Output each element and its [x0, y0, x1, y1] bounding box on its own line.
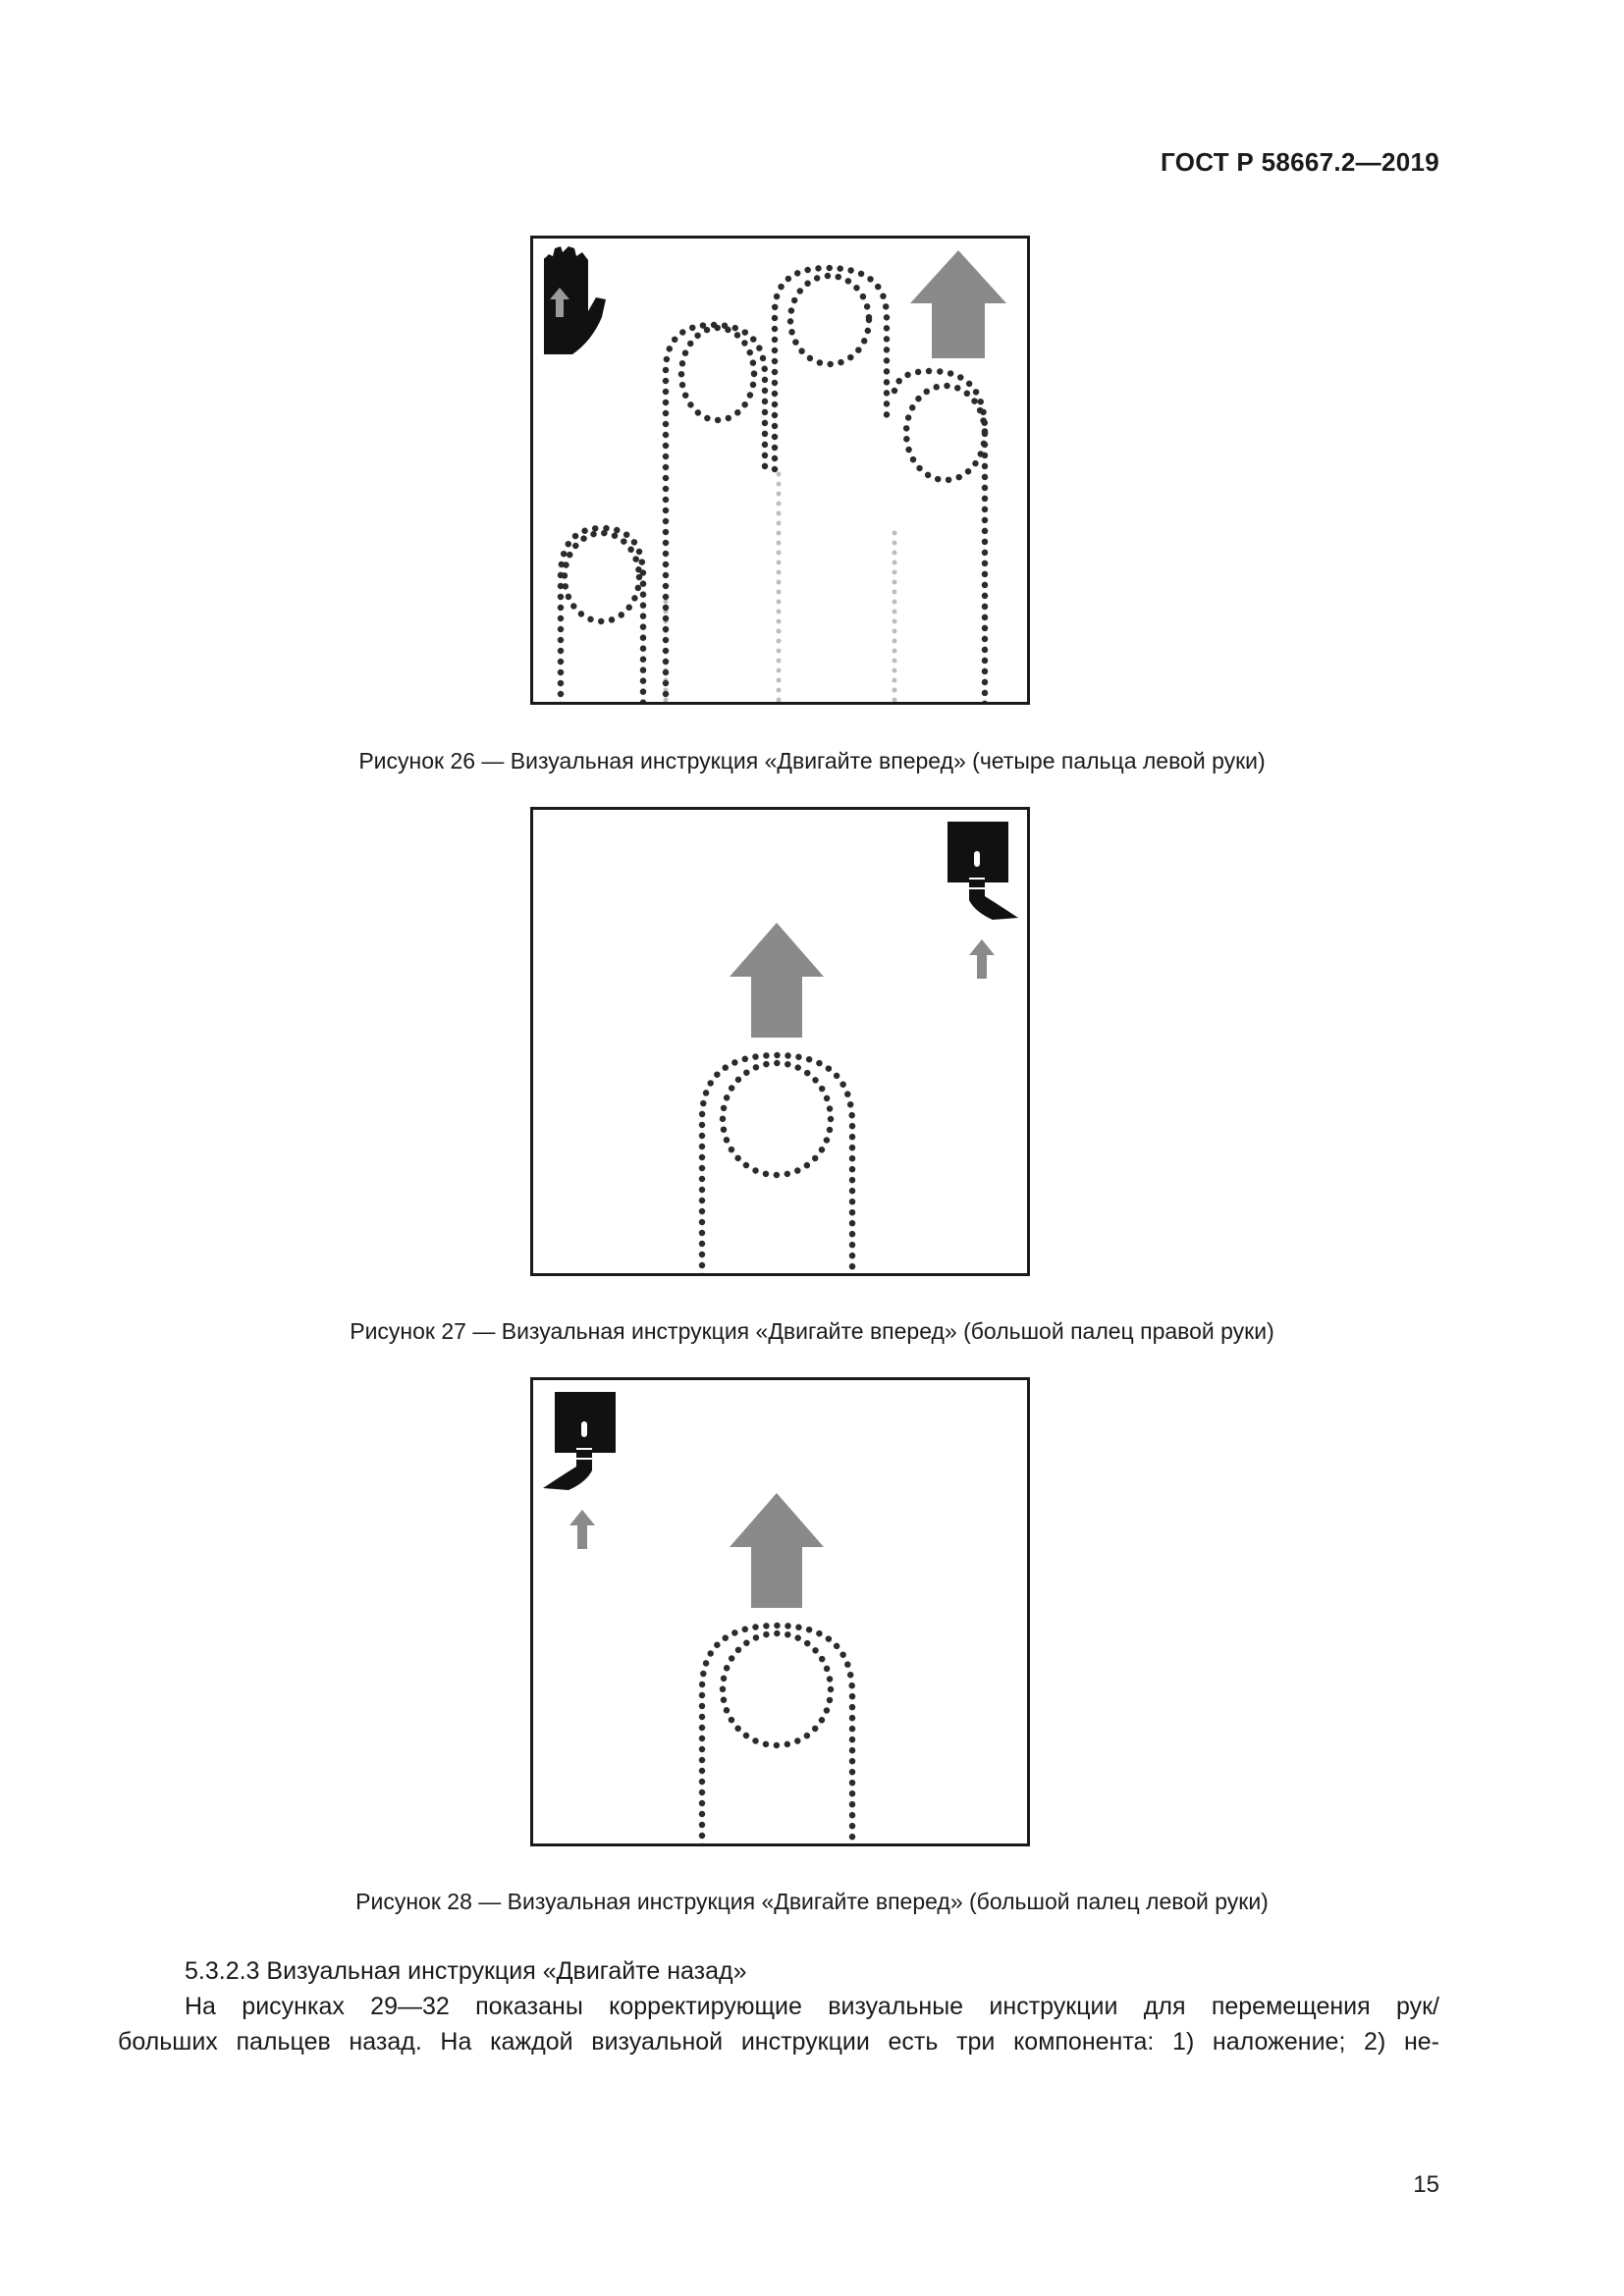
up-arrow-icon	[730, 923, 824, 1038]
fingertip-outline	[906, 386, 985, 480]
finger-outline	[666, 325, 765, 705]
document-header: ГОСТ Р 58667.2—2019	[1161, 147, 1439, 177]
body-text-line: больших пальцев назад. На каждой визуальной инструкции есть три компонента: 1) наложение; 2) не-	[118, 2028, 1439, 2056]
figure-27-caption: Рисунок 27 — Визуальная инструкция «Двигайте вперед» (большой палец правой руки)	[350, 1318, 1274, 1344]
figure-26-caption: Рисунок 26 — Визуальная инструкция «Двигайте вперед» (четыре пальца левой руки)	[358, 748, 1266, 774]
up-arrow-icon	[730, 1493, 824, 1608]
thumb-tip-outline	[723, 1063, 831, 1175]
right-thumb-icon	[947, 822, 1018, 979]
finger-outline	[561, 528, 643, 705]
fingertip-outline	[565, 533, 639, 621]
left-thumb-icon	[543, 1392, 616, 1549]
figure-26	[530, 236, 1030, 705]
figure-28-caption: Рисунок 28 — Визуальная инструкция «Двигайте вперед» (большой палец левой руки)	[355, 1889, 1269, 1914]
finger-outline	[775, 268, 887, 469]
fingertip-outline	[790, 276, 869, 364]
fingertip-outline	[681, 328, 754, 420]
page-number: 15	[1413, 2171, 1439, 2198]
thumb-outline	[702, 1055, 852, 1276]
left-hand-four-fingers-icon	[544, 246, 606, 354]
thumb-tip-outline	[723, 1633, 831, 1745]
body-text-line: На рисунках 29—32 показаны корректирующие визуальные инструкции для перемещения рук/	[185, 1993, 1439, 2020]
up-arrow-icon	[910, 250, 1006, 358]
section-heading: 5.3.2.3 Визуальная инструкция «Двигайте назад»	[185, 1957, 747, 1985]
figure-27	[530, 807, 1030, 1276]
finger-outline	[894, 371, 985, 705]
figure-28	[530, 1377, 1030, 1846]
thumb-outline	[702, 1626, 852, 1846]
